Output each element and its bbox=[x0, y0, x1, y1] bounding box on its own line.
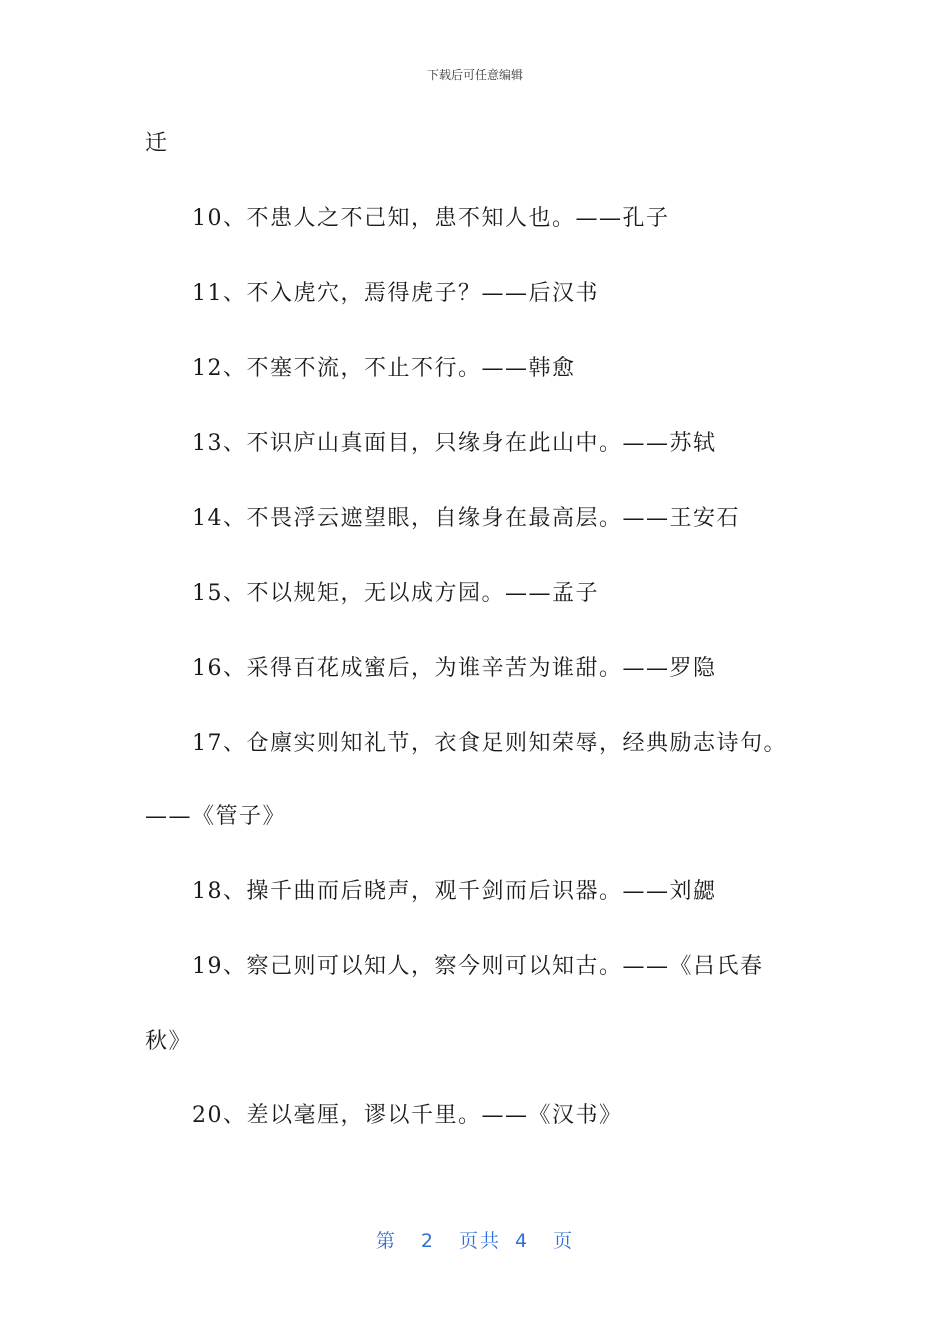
text-line-continuation: 迁 bbox=[145, 131, 169, 156]
page-current: 2 bbox=[420, 1230, 435, 1252]
quote-item-17: 17、仓廪实则知礼节，衣食足则知荣辱，经典励志诗句。 bbox=[192, 731, 787, 756]
quote-item-11: 11、不入虎穴，焉得虎子？——后汉书 bbox=[192, 281, 599, 306]
quote-item-13: 13、不识庐山真面目，只缘身在此山中。——苏轼 bbox=[192, 431, 717, 456]
page-suffix: 页 bbox=[553, 1230, 575, 1252]
quote-item-19-source: 秋》 bbox=[145, 1029, 193, 1054]
quote-item-10: 10、不患人之不己知，患不知人也。——孔子 bbox=[192, 206, 670, 231]
quote-item-17-source: ——《管子》 bbox=[145, 804, 287, 829]
quote-item-15: 15、不以规矩，无以成方园。——孟子 bbox=[192, 581, 599, 606]
quote-item-14: 14、不畏浮云遮望眼，自缘身在最高层。——王安石 bbox=[192, 506, 740, 531]
page-prefix: 第 bbox=[375, 1230, 397, 1252]
quote-item-12: 12、不塞不流，不止不行。——韩愈 bbox=[192, 356, 576, 381]
page-number-footer bbox=[0, 1226, 950, 1253]
page-total: 4 bbox=[515, 1230, 530, 1252]
quote-item-20: 20、差以毫厘，谬以千里。——《汉书》 bbox=[192, 1103, 623, 1128]
page-label: 页共 bbox=[458, 1230, 501, 1252]
quote-item-19: 19、察己则可以知人，察今则可以知古。——《吕氏春 bbox=[192, 954, 764, 979]
quote-item-16: 16、采得百花成蜜后，为谁辛苦为谁甜。——罗隐 bbox=[192, 656, 717, 681]
page-header: 下载后可任意编辑 bbox=[426, 68, 523, 82]
quote-item-18: 18、操千曲而后晓声，观千剑而后识器。——刘勰 bbox=[192, 879, 717, 904]
